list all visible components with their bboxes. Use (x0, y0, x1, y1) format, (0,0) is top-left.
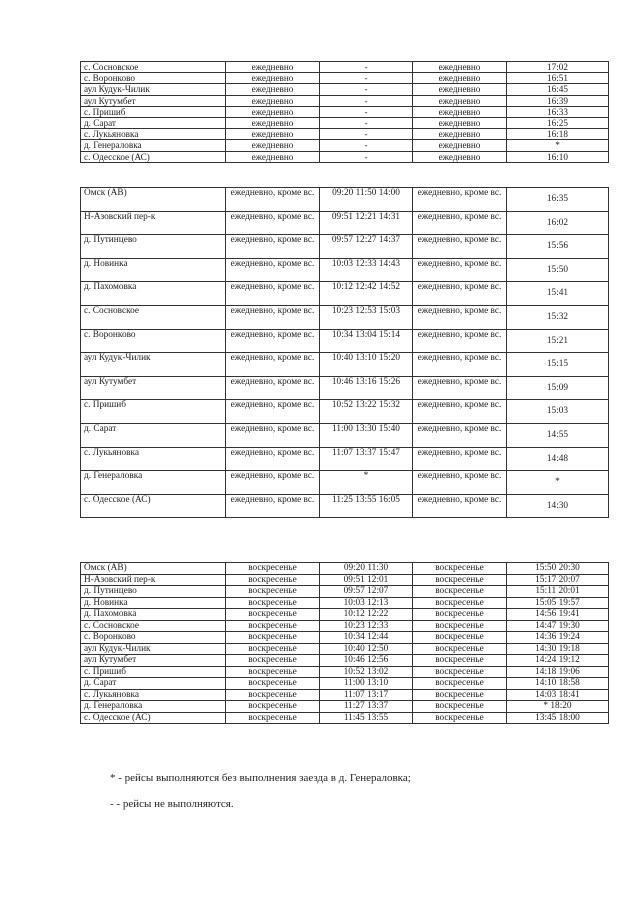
days-cell: воскресенье (226, 678, 320, 690)
table-row (81, 62, 609, 73)
days-cell: ежедневно (226, 106, 320, 117)
days-cell: воскресенье (226, 597, 320, 609)
stop-name-cell: аул Кутумбет (81, 95, 226, 106)
stop-name-cell: с. Воронково (81, 329, 226, 353)
return-days-cell: воскресенье (413, 620, 507, 632)
days-cell: ежедневно (226, 151, 320, 162)
table-row (81, 423, 609, 447)
schedule-table-weekdays (80, 187, 609, 518)
table-row (81, 447, 609, 471)
days-cell: ежедневно, кроме вс. (226, 494, 320, 518)
table-row (81, 494, 609, 518)
return-days-cell: воскресенье (413, 597, 507, 609)
return-days-cell: ежедневно, кроме вс. (413, 494, 507, 518)
departure-times-cell: 09:20 11:30 (320, 563, 413, 575)
days-cell: ежедневно (226, 84, 320, 95)
return-times-cell: 16:45 (507, 84, 609, 95)
stop-name-cell: д. Новинка (81, 258, 226, 282)
departure-times-cell: 11:07 13:17 (320, 689, 413, 701)
return-times-cell: 14:03 18:41 (507, 689, 609, 701)
table-row (81, 117, 609, 128)
return-days-cell: ежедневно (413, 73, 507, 84)
return-times-cell: 14:56 19:41 (507, 609, 609, 621)
return-times-cell: 16:33 (507, 106, 609, 117)
table-row (81, 151, 609, 162)
return-times-cell: 15:17 20:07 (507, 574, 609, 586)
return-times-cell: 15:56 (507, 235, 609, 259)
departure-times-cell: - (320, 62, 413, 73)
return-days-cell: ежедневно (413, 84, 507, 95)
table-row (81, 620, 609, 632)
stop-name-cell: с. Пришиб (81, 106, 226, 117)
return-days-cell: воскресенье (413, 712, 507, 724)
days-cell: ежедневно, кроме вс. (226, 329, 320, 353)
return-times-cell: 16:51 (507, 73, 609, 84)
stop-name-cell: с. Сосновское (81, 62, 226, 73)
table-row (81, 666, 609, 678)
return-days-cell: воскресенье (413, 643, 507, 655)
days-cell: воскресенье (226, 574, 320, 586)
return-days-cell: ежедневно, кроме вс. (413, 258, 507, 282)
days-cell: воскресенье (226, 609, 320, 621)
departure-times-cell: 11:00 13:10 (320, 678, 413, 690)
departure-times-cell: - (320, 73, 413, 84)
return-days-cell: воскресенье (413, 678, 507, 690)
stop-name-cell: с. Пришиб (81, 400, 226, 424)
return-times-cell: 16:10 (507, 151, 609, 162)
footnote-dash: - - рейсы не выполняются. (110, 798, 234, 810)
stop-name-cell: д. Сарат (81, 423, 226, 447)
departure-times-cell: 11:00 13:30 15:40 (320, 423, 413, 447)
return-days-cell: ежедневно (413, 106, 507, 117)
return-days-cell: ежедневно, кроме вс. (413, 188, 507, 212)
return-times-cell: 15:32 (507, 305, 609, 329)
stop-name-cell: Н-Азовский пер-к (81, 574, 226, 586)
table-row (81, 84, 609, 95)
table-row (81, 188, 609, 212)
return-days-cell: воскресенье (413, 563, 507, 575)
table-row (81, 211, 609, 235)
schedule-table-daily-tail (80, 61, 609, 163)
table-row (81, 400, 609, 424)
return-times-cell: 14:36 19:24 (507, 632, 609, 644)
table-row (81, 586, 609, 598)
table-row (81, 353, 609, 377)
stop-name-cell: д. Пахомовка (81, 282, 226, 306)
departure-times-cell: * (320, 471, 413, 495)
stop-name-cell: д. Новинка (81, 597, 226, 609)
return-days-cell: ежедневно, кроме вс. (413, 353, 507, 377)
departure-times-cell: - (320, 129, 413, 140)
table-row (81, 609, 609, 621)
return-days-cell: воскресенье (413, 586, 507, 598)
days-cell: ежедневно, кроме вс. (226, 282, 320, 306)
table-row (81, 712, 609, 724)
table-row (81, 597, 609, 609)
return-days-cell: воскресенье (413, 574, 507, 586)
table-row (81, 106, 609, 117)
return-times-cell: 15:03 (507, 400, 609, 424)
return-days-cell: ежедневно, кроме вс. (413, 305, 507, 329)
table-row (81, 235, 609, 259)
return-times-cell: 14:24 19:12 (507, 655, 609, 667)
days-cell: воскресенье (226, 563, 320, 575)
departure-times-cell: 10:23 12:53 15:03 (320, 305, 413, 329)
stop-name-cell: с. Лукьяновка (81, 129, 226, 140)
table-row (81, 305, 609, 329)
departure-times-cell: 10:46 12:56 (320, 655, 413, 667)
days-cell: воскресенье (226, 620, 320, 632)
stop-name-cell: аул Кутумбет (81, 655, 226, 667)
schedule-table-sunday (80, 562, 609, 724)
departure-times-cell: - (320, 84, 413, 95)
return-times-cell: 15:09 (507, 376, 609, 400)
departure-times-cell: - (320, 151, 413, 162)
table-row (81, 643, 609, 655)
return-times-cell: 16:39 (507, 95, 609, 106)
stop-name-cell: аул Кутумбет (81, 376, 226, 400)
days-cell: ежедневно (226, 95, 320, 106)
return-times-cell: 16:02 (507, 211, 609, 235)
return-times-cell: 14:55 (507, 423, 609, 447)
days-cell: воскресенье (226, 586, 320, 598)
days-cell: ежедневно, кроме вс. (226, 423, 320, 447)
return-days-cell: ежедневно (413, 95, 507, 106)
return-times-cell: 14:30 19:18 (507, 643, 609, 655)
departure-times-cell: 10:40 13:10 15:20 (320, 353, 413, 377)
table-row (81, 376, 609, 400)
return-times-cell: 14:48 (507, 447, 609, 471)
departure-times-cell: 09:57 12:07 (320, 586, 413, 598)
days-cell: ежедневно, кроме вс. (226, 211, 320, 235)
return-times-cell: 15:15 (507, 353, 609, 377)
days-cell: ежедневно, кроме вс. (226, 447, 320, 471)
return-times-cell: 14:18 19:06 (507, 666, 609, 678)
departure-times-cell: - (320, 117, 413, 128)
stop-name-cell: с. Лукьяновка (81, 447, 226, 471)
table-row (81, 140, 609, 151)
return-days-cell: ежедневно, кроме вс. (413, 329, 507, 353)
table-row (81, 95, 609, 106)
days-cell: ежедневно (226, 129, 320, 140)
days-cell: ежедневно (226, 140, 320, 151)
days-cell: ежедневно, кроме вс. (226, 258, 320, 282)
days-cell: ежедневно, кроме вс. (226, 353, 320, 377)
table-row (81, 632, 609, 644)
departure-times-cell: 10:12 12:42 14:52 (320, 282, 413, 306)
return-days-cell: воскресенье (413, 701, 507, 713)
days-cell: воскресенье (226, 632, 320, 644)
departure-times-cell: 11:25 13:55 16:05 (320, 494, 413, 518)
return-times-cell: * (507, 471, 609, 495)
departure-times-cell: 09:51 12:01 (320, 574, 413, 586)
stop-name-cell: с. Одесское (АС) (81, 712, 226, 724)
return-days-cell: воскресенье (413, 632, 507, 644)
departure-times-cell: 10:12 12:22 (320, 609, 413, 621)
departure-times-cell: 09:57 12:27 14:37 (320, 235, 413, 259)
departure-times-cell: 09:20 11:50 14:00 (320, 188, 413, 212)
return-times-cell: 15:21 (507, 329, 609, 353)
return-times-cell: 14:10 18:58 (507, 678, 609, 690)
departure-times-cell: 10:46 13:16 15:26 (320, 376, 413, 400)
table-row (81, 282, 609, 306)
days-cell: ежедневно (226, 73, 320, 84)
stop-name-cell: аул Кудук-Чилик (81, 84, 226, 95)
stop-name-cell: с. Воронково (81, 632, 226, 644)
days-cell: ежедневно (226, 117, 320, 128)
table-row (81, 329, 609, 353)
stop-name-cell: Омск (АВ) (81, 188, 226, 212)
stop-name-cell: с. Воронково (81, 73, 226, 84)
return-days-cell: ежедневно, кроме вс. (413, 400, 507, 424)
table-row (81, 655, 609, 667)
table-row (81, 689, 609, 701)
footnote-asterisk: * - рейсы выполняются без выполнения заезда в д. Генераловка; (110, 772, 411, 784)
return-times-cell: 16:18 (507, 129, 609, 140)
table-row (81, 129, 609, 140)
days-cell: воскресенье (226, 689, 320, 701)
stop-name-cell: аул Кудук-Чилик (81, 353, 226, 377)
return-days-cell: ежедневно, кроме вс. (413, 423, 507, 447)
return-times-cell: 13:45 18:00 (507, 712, 609, 724)
days-cell: ежедневно, кроме вс. (226, 376, 320, 400)
days-cell: ежедневно, кроме вс. (226, 471, 320, 495)
departure-times-cell: 10:40 12:50 (320, 643, 413, 655)
stop-name-cell: с. Одесское (АС) (81, 494, 226, 518)
departure-times-cell: 10:03 12:33 14:43 (320, 258, 413, 282)
table-row (81, 701, 609, 713)
stop-name-cell: д. Генераловка (81, 140, 226, 151)
return-times-cell: 14:30 (507, 494, 609, 518)
return-days-cell: ежедневно, кроме вс. (413, 235, 507, 259)
return-days-cell: воскресенье (413, 689, 507, 701)
return-days-cell: ежедневно (413, 62, 507, 73)
return-times-cell: 15:50 20:30 (507, 563, 609, 575)
table-row (81, 73, 609, 84)
departure-times-cell: 10:52 13:22 15:32 (320, 400, 413, 424)
stop-name-cell: д. Сарат (81, 117, 226, 128)
departure-times-cell: 10:34 12:44 (320, 632, 413, 644)
return-days-cell: ежедневно, кроме вс. (413, 282, 507, 306)
days-cell: ежедневно, кроме вс. (226, 305, 320, 329)
return-days-cell: воскресенье (413, 655, 507, 667)
days-cell: ежедневно, кроме вс. (226, 400, 320, 424)
days-cell: воскресенье (226, 712, 320, 724)
table-row (81, 258, 609, 282)
departure-times-cell: 11:45 13:55 (320, 712, 413, 724)
table-row (81, 563, 609, 575)
stop-name-cell: с. Пришиб (81, 666, 226, 678)
stop-name-cell: с. Лукьяновка (81, 689, 226, 701)
stop-name-cell: д. Сарат (81, 678, 226, 690)
stop-name-cell: с. Сосновское (81, 305, 226, 329)
days-cell: ежедневно, кроме вс. (226, 188, 320, 212)
return-days-cell: ежедневно (413, 151, 507, 162)
stop-name-cell: д. Генераловка (81, 701, 226, 713)
departure-times-cell: 10:03 12:13 (320, 597, 413, 609)
departure-times-cell: 11:07 13:37 15:47 (320, 447, 413, 471)
return-days-cell: ежедневно, кроме вс. (413, 471, 507, 495)
return-times-cell: 15:41 (507, 282, 609, 306)
return-times-cell: * (507, 140, 609, 151)
stop-name-cell: Н-Азовский пер-к (81, 211, 226, 235)
return-times-cell: 15:11 20:01 (507, 586, 609, 598)
return-times-cell: 16:35 (507, 188, 609, 212)
return-days-cell: ежедневно (413, 117, 507, 128)
return-days-cell: ежедневно, кроме вс. (413, 211, 507, 235)
return-times-cell: 15:50 (507, 258, 609, 282)
stop-name-cell: Омск (АВ) (81, 563, 226, 575)
return-days-cell: ежедневно (413, 140, 507, 151)
return-days-cell: ежедневно (413, 129, 507, 140)
stop-name-cell: с. Одесское (АС) (81, 151, 226, 162)
stop-name-cell: аул Кудук-Чилик (81, 643, 226, 655)
stop-name-cell: д. Пахомовка (81, 609, 226, 621)
return-days-cell: воскресенье (413, 609, 507, 621)
days-cell: воскресенье (226, 643, 320, 655)
table-row (81, 574, 609, 586)
departure-times-cell: 09:51 12:21 14:31 (320, 211, 413, 235)
table-row (81, 471, 609, 495)
table-row (81, 678, 609, 690)
departure-times-cell: - (320, 106, 413, 117)
departure-times-cell: - (320, 140, 413, 151)
departure-times-cell: 10:52 13:02 (320, 666, 413, 678)
return-times-cell: 16:25 (507, 117, 609, 128)
return-times-cell: 14:47 19:30 (507, 620, 609, 632)
departure-times-cell: 11:27 13:37 (320, 701, 413, 713)
return-days-cell: ежедневно, кроме вс. (413, 376, 507, 400)
return-times-cell: 15:05 19:57 (507, 597, 609, 609)
days-cell: ежедневно (226, 62, 320, 73)
days-cell: ежедневно, кроме вс. (226, 235, 320, 259)
days-cell: воскресенье (226, 655, 320, 667)
return-times-cell: * 18:20 (507, 701, 609, 713)
days-cell: воскресенье (226, 701, 320, 713)
return-days-cell: воскресенье (413, 666, 507, 678)
departure-times-cell: 10:23 12:33 (320, 620, 413, 632)
days-cell: воскресенье (226, 666, 320, 678)
stop-name-cell: д. Генераловка (81, 471, 226, 495)
return-days-cell: ежедневно, кроме вс. (413, 447, 507, 471)
stop-name-cell: д. Путинцево (81, 235, 226, 259)
return-times-cell: 17:02 (507, 62, 609, 73)
departure-times-cell: - (320, 95, 413, 106)
stop-name-cell: с. Сосновское (81, 620, 226, 632)
stop-name-cell: д. Путинцево (81, 586, 226, 598)
departure-times-cell: 10:34 13:04 15:14 (320, 329, 413, 353)
